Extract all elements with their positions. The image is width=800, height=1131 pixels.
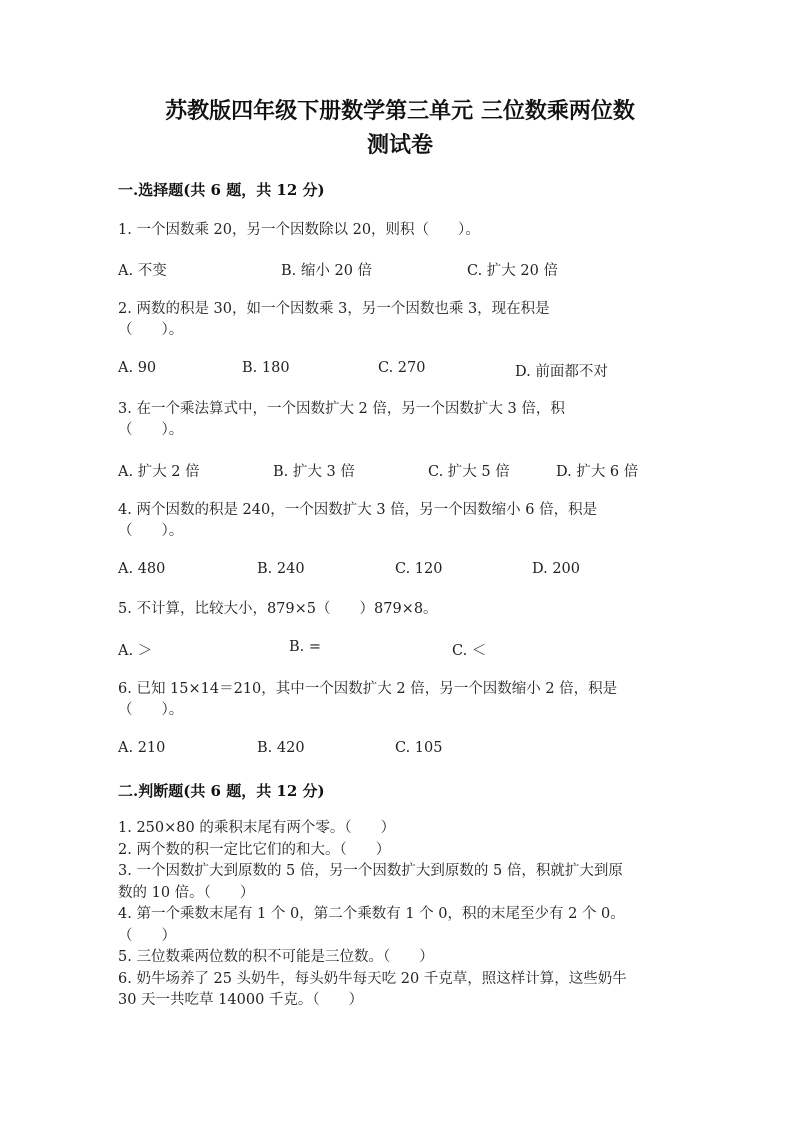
question-2-option-d: D. 前面都不对 (515, 364, 608, 380)
question-5-option-b: B. = (289, 639, 322, 655)
section-heading-judge: 二.判断题(共 6 题，共 12 分) (118, 782, 325, 800)
question-1-option-b: B. 缩小 20 倍 (281, 263, 373, 279)
question-5-option-a: A. ＞ (118, 643, 153, 659)
question-2-option-c: C. 270 (378, 360, 426, 376)
judge-line: （ ） (118, 927, 176, 944)
judge-line: 数的 10 倍。（ ） (118, 884, 255, 901)
question-1-text: 1. 一个因数乘 20，另一个因数除以 20，则积（ ）。 (118, 222, 480, 238)
question-6-option-b: B. 420 (257, 740, 305, 756)
question-4-option-a: A. 480 (118, 561, 166, 577)
judge-line: 5. 三位数乘两位数的积不可能是三位数。（ ） (118, 949, 434, 965)
question-4-option-c: C. 120 (395, 561, 443, 577)
question-4-text: 4. 两个因数的积是 240，一个因数扩大 3 倍，另一个因数缩小 6 倍，积是 (118, 502, 598, 518)
question-5-option-c: C. ＜ (452, 643, 487, 659)
judge-line: 2. 两个数的积一定比它们的和大。（ ） (118, 841, 391, 858)
page-title-line-1: 苏教版四年级下册数学第三单元 三位数乘两位数 (165, 98, 635, 124)
question-3-text: 3. 在一个乘法算式中，一个因数扩大 2 倍，另一个因数扩大 3 倍，积 (118, 401, 565, 417)
question-4-text-cont: （ ）。 (118, 523, 184, 539)
question-6-text: 6. 已知 15×14＝210，其中一个因数扩大 2 倍，另一个因数缩小 2 倍，积是 (118, 681, 618, 697)
question-2-text-cont: （ ）。 (118, 322, 184, 338)
question-5-text: 5. 不计算，比较大小，879×5（ ）879×8。 (118, 601, 438, 617)
question-4-option-b: B. 240 (257, 561, 305, 577)
question-1-option-a: A. 不变 (118, 263, 167, 279)
question-2-option-a: A. 90 (118, 360, 157, 376)
question-2-option-b: B. 180 (242, 360, 290, 376)
question-3-option-d: D. 扩大 6 倍 (556, 464, 639, 480)
judge-line: 1. 250×80 的乘积末尾有两个零。（ ） (118, 820, 396, 836)
question-6-option-c: C. 105 (395, 740, 443, 756)
question-6-text-cont: （ ）。 (118, 702, 184, 718)
question-3-option-b: B. 扩大 3 倍 (273, 464, 355, 480)
question-4-option-d: D. 200 (532, 561, 581, 577)
question-6-option-a: A. 210 (118, 740, 166, 756)
question-3-option-a: A. 扩大 2 倍 (118, 464, 200, 480)
judge-line: 6. 奶牛场养了 25 头奶牛，每头奶牛每天吃 20 千克草，照这样计算，这些奶牛 (118, 970, 627, 987)
judge-line: 4. 第一个乘数末尾有 1 个 0，第二个乘数有 1 个 0，积的末尾至少有 2 个 0。 (118, 906, 625, 922)
question-3-option-c: C. 扩大 5 倍 (428, 464, 510, 480)
judge-line: 30 天一共吃草 14000 千克。（ ） (118, 992, 364, 1008)
judge-line: 3. 一个因数扩大到原数的 5 倍，另一个因数扩大到原数的 5 倍，积就扩大到原 (118, 863, 623, 879)
question-1-option-c: C. 扩大 20 倍 (467, 263, 558, 279)
question-2-text: 2. 两数的积是 30，如一个因数乘 3，另一个因数也乘 3，现在积是 (118, 301, 550, 317)
section-heading-choice: 一.选择题(共 6 题，共 12 分) (118, 181, 325, 199)
page-title-line-2: 测试卷 (366, 132, 433, 158)
question-3-text-cont: （ ）。 (118, 422, 184, 438)
